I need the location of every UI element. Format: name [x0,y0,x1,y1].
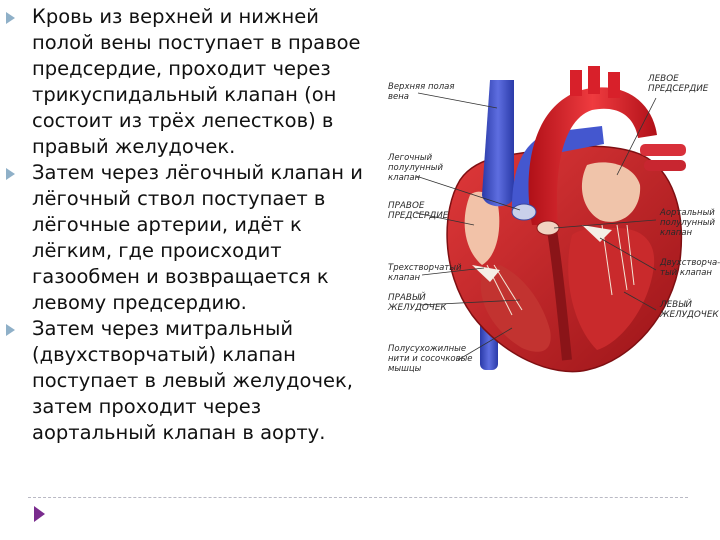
label-aortic-valve: Аортальный полулунный клапан [660,208,716,238]
bullet-list [6,4,384,446]
bullet-text: Затем через митральный (двухстворчатый) клапан поступает в левый желудочек, затем проходит через аортальный клапан в аорту. [32,317,353,444]
label-left-atrium: ЛЕВОЕ ПРЕДСЕРДИЕ [648,74,709,94]
pulmonary-vein [640,144,686,156]
label-papillary-muscles: Полусухожилные нити и сосочковые мышцы [388,344,473,374]
label-right-ventricle: ПРАВЫЙ ЖЕЛУДОЧЕК [388,293,447,313]
bullet-triangle-icon [6,12,15,24]
label-right-atrium: ПРАВОЕ ПРЕДСЕРДИЕ [388,201,449,221]
bullet-item [6,316,384,446]
pulmonary-vein [644,160,686,171]
pulmonary-valve [512,204,536,220]
aortic-branch [588,66,600,94]
label-mitral-valve: Двухстворча- тый клапан [660,258,720,278]
label-left-ventricle: ЛЕВЫЙ ЖЕЛУДОЧЕК [660,300,719,320]
next-slide-arrow-icon[interactable] [34,506,45,522]
bullet-text: Затем через лёгочный клапан и лёгочный ствол поступает в лёгочные артерии, идёт к лёгким, где происходит газообмен и возвращается к левому предсердию. [32,161,363,314]
label-superior-vena-cava: Верхняя полая вена [388,82,455,102]
bullet-item [6,160,384,316]
bullet-item [6,4,384,160]
footer-divider [28,497,688,498]
label-tricuspid-valve: Трехстворчатый клапан [388,263,462,283]
heart-diagram [372,60,720,390]
bullet-triangle-icon [6,324,15,336]
aortic-branch [570,70,582,96]
aortic-branch [608,72,620,98]
bullet-triangle-icon [6,168,15,180]
bullet-text: Кровь из верхней и нижней полой вены поступает в правое предсердие, проходит через трикуспидальный клапан (он состоит из трёх лепестков) в правый желудочек. [32,5,361,158]
label-pulmonary-valve: Легочный полулунный клапан [388,153,444,183]
superior-vena-cava [482,80,514,206]
